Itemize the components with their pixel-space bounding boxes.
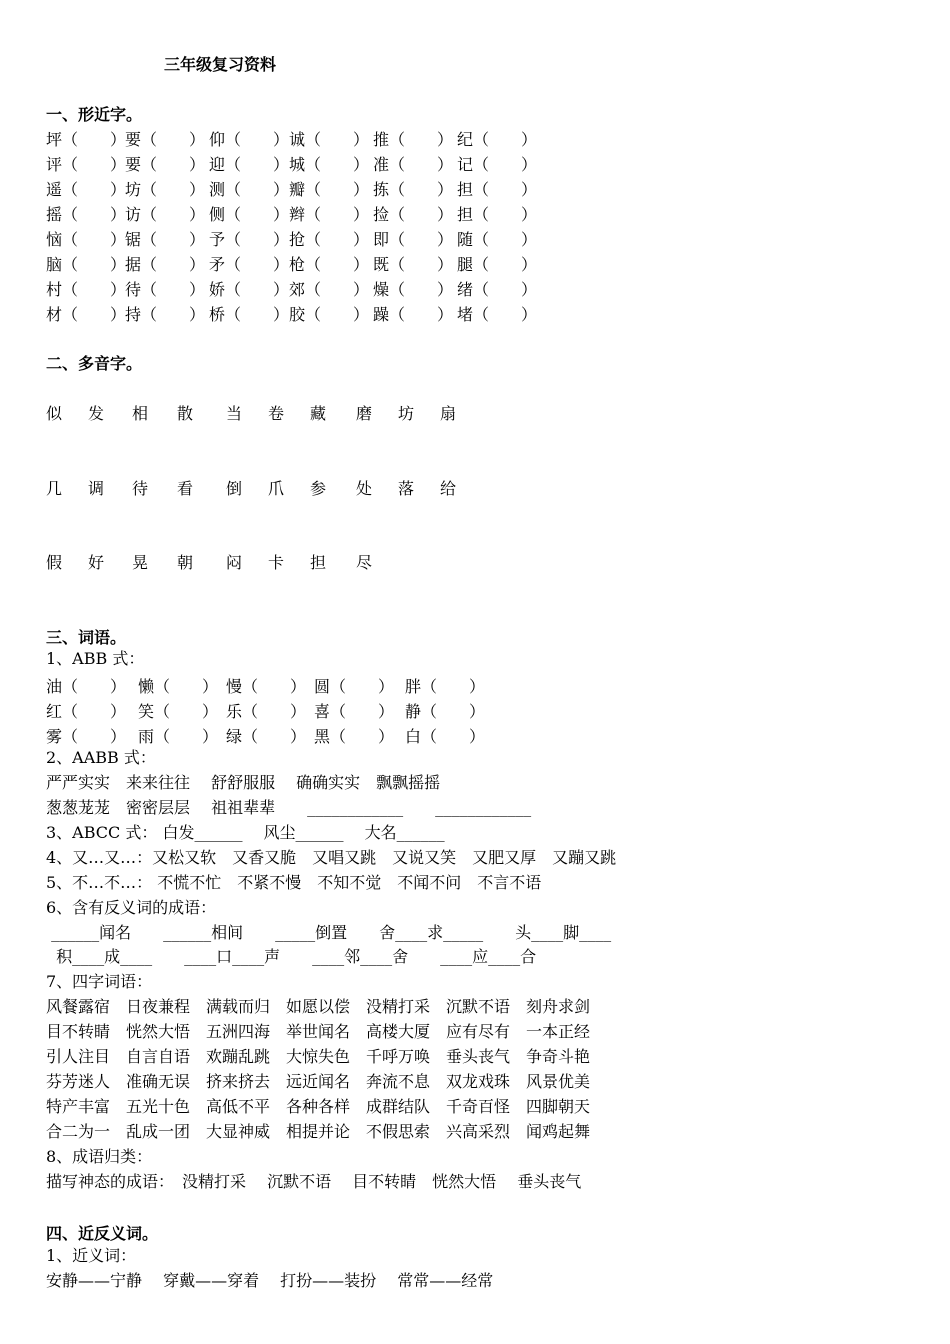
synonyms-line: 安静——宁静 穿戴——穿着 打扮——装扮 常常——经常 [46, 1271, 494, 1290]
four-character-words-row: 合二为一 乱成一团 大显神威 相提并论 不假思索 兴高采烈 闻鸡起舞 [46, 1122, 591, 1141]
polyphonic-character: 待 [132, 479, 149, 498]
character-blank: 堵（ ） [457, 305, 538, 324]
page-title: 三年级复习资料 [164, 55, 277, 74]
character-blank: 坪（ ） [46, 130, 127, 149]
abb-blank: 绿（ ） [226, 727, 307, 746]
character-blank: 随（ ） [457, 230, 538, 249]
aabb-label: 2、AABB 式： [46, 748, 156, 767]
character-blank: 予（ ） [209, 230, 290, 249]
polyphonic-character: 看 [177, 479, 194, 498]
idiom-classification-label: 8、成语归类： [46, 1147, 153, 1166]
polyphonic-character: 爪 [268, 479, 285, 498]
character-blank: 村（ ） [46, 280, 127, 299]
character-blank: 要（ ） [125, 130, 206, 149]
abb-blank: 雾（ ） [46, 727, 127, 746]
character-blank: 纪（ ） [457, 130, 538, 149]
character-blank: 诚（ ） [289, 130, 370, 149]
character-blank: 瓣（ ） [289, 180, 370, 199]
polyphonic-character: 落 [398, 479, 415, 498]
polyphonic-character: 参 [310, 479, 327, 498]
character-blank: 遥（ ） [46, 180, 127, 199]
section-4-heading: 四、近反义词。 [46, 1224, 159, 1243]
section-3-heading: 三、词语。 [46, 628, 127, 647]
character-blank: 辫（ ） [289, 205, 370, 224]
abb-blank: 红（ ） [46, 702, 127, 721]
abb-blank: 黑（ ） [314, 727, 395, 746]
character-blank: 郊（ ） [289, 280, 370, 299]
character-blank: 既（ ） [373, 255, 454, 274]
character-blank: 绪（ ） [457, 280, 538, 299]
abb-blank: 喜（ ） [314, 702, 395, 721]
polyphonic-character: 倒 [226, 479, 243, 498]
polyphonic-character: 扇 [440, 404, 457, 423]
abb-blank: 油（ ） [46, 677, 127, 696]
character-blank: 记（ ） [457, 155, 538, 174]
character-blank: 侧（ ） [209, 205, 290, 224]
polyphonic-character: 卷 [268, 404, 285, 423]
abb-blank: 圆（ ） [314, 677, 395, 696]
character-blank: 待（ ） [125, 280, 206, 299]
character-blank: 坊（ ） [125, 180, 206, 199]
polyphonic-character: 卡 [268, 553, 285, 572]
abb-blank: 静（ ） [405, 702, 486, 721]
polyphonic-character: 几 [46, 479, 63, 498]
character-blank: 摇（ ） [46, 205, 127, 224]
bu-bu-line: 5、不…不…： 不慌不忙 不紧不慢 不知不觉 不闻不问 不言不语 [46, 873, 542, 892]
character-blank: 持（ ） [125, 305, 206, 324]
polyphonic-character: 坊 [398, 404, 415, 423]
polyphonic-character: 磨 [356, 404, 373, 423]
polyphonic-character: 尽 [356, 553, 373, 572]
character-blank: 准（ ） [373, 155, 454, 174]
antonym-idioms-line-2: 积____成____ ____口____声 ____邻____舍 ____应____合 [46, 947, 537, 966]
four-character-words-row: 特产丰富 五光十色 高低不平 各种各样 成群结队 千奇百怪 四脚朝天 [46, 1097, 591, 1116]
character-blank: 材（ ） [46, 305, 127, 324]
character-blank: 娇（ ） [209, 280, 290, 299]
abb-blank: 白（ ） [405, 727, 486, 746]
polyphonic-character: 藏 [310, 404, 327, 423]
character-blank: 城（ ） [289, 155, 370, 174]
abb-blank: 乐（ ） [226, 702, 307, 721]
character-blank: 担（ ） [457, 180, 538, 199]
character-blank: 评（ ） [46, 155, 127, 174]
polyphonic-character: 调 [88, 479, 105, 498]
character-blank: 脑（ ） [46, 255, 127, 274]
character-blank: 拣（ ） [373, 180, 454, 199]
abb-blank: 雨（ ） [138, 727, 219, 746]
abb-blank: 懒（ ） [138, 677, 219, 696]
polyphonic-character: 处 [356, 479, 373, 498]
antonym-idioms-label: 6、含有反义词的成语： [46, 898, 217, 917]
character-blank: 即（ ） [373, 230, 454, 249]
character-blank: 担（ ） [457, 205, 538, 224]
four-character-words-row: 芬芳迷人 准确无误 挤来挤去 远近闻名 奔流不息 双龙戏珠 风景优美 [46, 1072, 591, 1091]
character-blank: 燥（ ） [373, 280, 454, 299]
four-character-words-label: 7、四字词语： [46, 972, 153, 991]
four-character-words-row: 引人注目 自言自语 欢蹦乱跳 大惊失色 千呼万唤 垂头丧气 争奇斗艳 [46, 1047, 591, 1066]
polyphonic-character: 发 [88, 404, 105, 423]
character-blank: 矛（ ） [209, 255, 290, 274]
section-2-heading: 二、多音字。 [46, 354, 143, 373]
abb-blank: 笑（ ） [138, 702, 219, 721]
synonyms-label: 1、近义词： [46, 1246, 137, 1265]
character-blank: 躁（ ） [373, 305, 454, 324]
character-blank: 访（ ） [125, 205, 206, 224]
character-blank: 腿（ ） [457, 255, 538, 274]
polyphonic-character: 当 [226, 404, 243, 423]
aabb-line-2: 葱葱茏茏 密密层层 祖祖辈辈 ____________ ____________ [46, 798, 532, 817]
character-blank: 要（ ） [125, 155, 206, 174]
character-blank: 枪（ ） [289, 255, 370, 274]
idiom-classification-line: 描写神态的成语： 没精打采 沉默不语 目不转睛 恍然大悟 垂头丧气 [46, 1172, 582, 1191]
character-blank: 迎（ ） [209, 155, 290, 174]
four-character-words-row: 目不转睛 恍然大悟 五洲四海 举世闻名 高楼大厦 应有尽有 一本正经 [46, 1022, 591, 1041]
you-you-line: 4、又…又…：又松又软 又香又脆 又唱又跳 又说又笑 又肥又厚 又蹦又跳 [46, 848, 617, 867]
polyphonic-character: 朝 [177, 553, 194, 572]
section-1-heading: 一、形近字。 [46, 105, 143, 124]
polyphonic-character: 好 [88, 553, 105, 572]
polyphonic-character: 似 [46, 404, 63, 423]
character-blank: 锯（ ） [125, 230, 206, 249]
four-character-words-row: 风餐露宿 日夜兼程 满载而归 如愿以偿 没精打采 沉默不语 刻舟求剑 [46, 997, 591, 1016]
abb-blank: 胖（ ） [405, 677, 486, 696]
character-blank: 据（ ） [125, 255, 206, 274]
polyphonic-character: 散 [177, 404, 194, 423]
polyphonic-character: 给 [440, 479, 457, 498]
abcc-line: 3、ABCC 式： 白发______ 风尘______ 大名______ [46, 823, 445, 842]
abb-label: 1、ABB 式： [46, 649, 145, 668]
polyphonic-character: 担 [310, 553, 327, 572]
character-blank: 测（ ） [209, 180, 290, 199]
polyphonic-character: 相 [132, 404, 149, 423]
character-blank: 仰（ ） [209, 130, 290, 149]
polyphonic-character: 晃 [132, 553, 149, 572]
character-blank: 捡（ ） [373, 205, 454, 224]
aabb-line-1: 严严实实 来来往往 舒舒服服 确确实实 飘飘摇摇 [46, 773, 441, 792]
character-blank: 恼（ ） [46, 230, 127, 249]
character-blank: 桥（ ） [209, 305, 290, 324]
antonym-idioms-line-1: ______闻名 ______相间 _____倒置 舍____求_____ 头____脚____ [46, 923, 612, 942]
character-blank: 推（ ） [373, 130, 454, 149]
character-blank: 胶（ ） [289, 305, 370, 324]
polyphonic-character: 假 [46, 553, 63, 572]
polyphonic-character: 闷 [226, 553, 243, 572]
character-blank: 抢（ ） [289, 230, 370, 249]
abb-blank: 慢（ ） [226, 677, 307, 696]
